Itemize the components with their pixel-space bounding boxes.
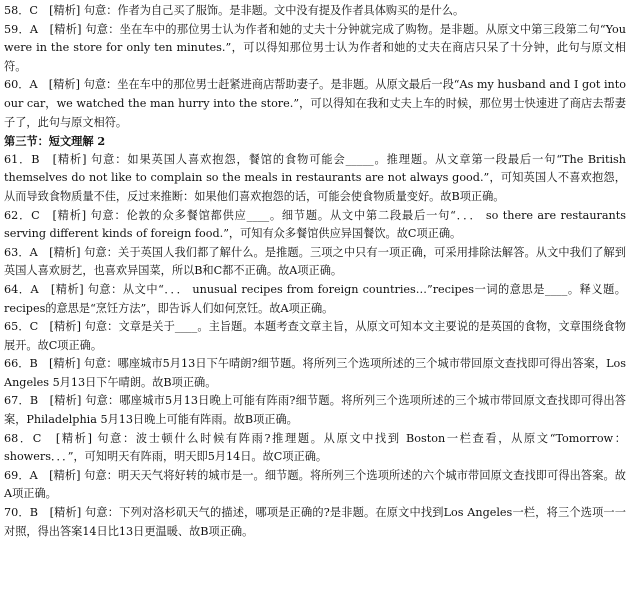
item-65: 65．C [精析] 句意：文章是关于____。主旨题。本题考查文章主旨，从原文可知本文主要说的是英国的食物，文章围绕食物展开。故C项正确。: [4, 320, 626, 352]
item-58: 58．C [精析] 句意：作者为自己买了服饰。是非题。文中没有提及作者具体购买的是什么。: [4, 4, 465, 17]
item-62: 62．C [精析] 句意：伦敦的众多餐馆都供应____。细节题。从文中第二段最后一句“．．． so there are restaurants serving different kinds of foreign food.”，可知有众多餐馆供应异国餐饮。故C项正确。: [4, 208, 626, 241]
item-64: 64．A [精析] 句意：从文中“．．． unusual recipes from foreign countries…”recipes一词的意思是____。释义题。recipes的意思是“烹饪方法”，即告诉人们如何烹饪。故A项正确。: [4, 282, 626, 315]
item-61: 61．B [精析] 句意：如果英国人喜欢抱怨，餐馆的食物可能会_____。推理题。从文章第一段最后一句“The British themselves do not like to complain so the meals in restaurants are not always good.”，可知英国人不喜欢抱怨，从而导致食物质量不佳，反过来推断：如果他们喜欢抱怨的话，可能会使食物质量变好。故B项正确。: [4, 152, 626, 203]
item-69: 69．A [精析] 句意：明天天气将好转的城市是一。细节题。将所列三个选项所述的六个城市带回原文查找即可得出答案。故A项正确。: [4, 468, 626, 501]
item-68: 68．C [精析] 句意：波士顿什么时候有阵雨?推理题。从原文中找到 Boston一栏查看，从原文“Tomorrow：showers．．．”，可知明天有阵雨，明天即5月14日。故C项正确。: [4, 431, 626, 464]
item-70: 70．B [精析] 句意：下列对洛杉矶天气的描述，哪项是正确的?是非题。在原文中找到Los Angeles一栏，将三个选项一一对照，得出答案14日比13日更温暖、故B项正确。: [4, 506, 626, 538]
item-60: 60．A [精析] 句意：坐在车中的那位男士赶紧进商店帮助妻子。是非题。从原文最后一段“As my husband and I got into our car，we watched the man hurry into the store.”，可以得知在我和丈夫上车的时候，那位男士快速进了商店去帮妻子了，此句与原文相符。: [4, 78, 626, 129]
section-heading: 第三节：短文理解 2: [4, 134, 106, 149]
item-63: 63．A [精析] 句意：关于英国人我们都了解什么。是推题。三项之中只有一项正确，可采用排除法解答。从文中我们了解到英国人喜欢厨艺，也喜欢异国菜，所以B和C都不正确。故A项正确。: [4, 245, 626, 278]
item-66: 66．B [精析] 句意：哪座城市5月13日下午晴朗?细节题。将所列三个选项所述的三个城市带回原文查找即可得出答案，Los Angeles 5月13日下午晴朗。故B项正确。: [4, 357, 626, 389]
item-67: 67．B [精析] 句意：哪座城市5月13日晚上可能有阵雨?细节题。将所列三个选项所述的三个城市带回原文查找即可得出答案，Philadelphia 5月13日晚上可能有阵雨。故B项正确。: [4, 394, 626, 427]
item-59: 59．A [精析] 句意：坐在车中的那位男士认为作者和她的丈夫十分钟就完成了购物。是非题。从原文中第三段第二句“You were in the store for only ten minutes.”，可以得知那位男士认为作者和她的丈夫在商店只呆了十分钟，此句与原文相符。: [4, 22, 626, 73]
